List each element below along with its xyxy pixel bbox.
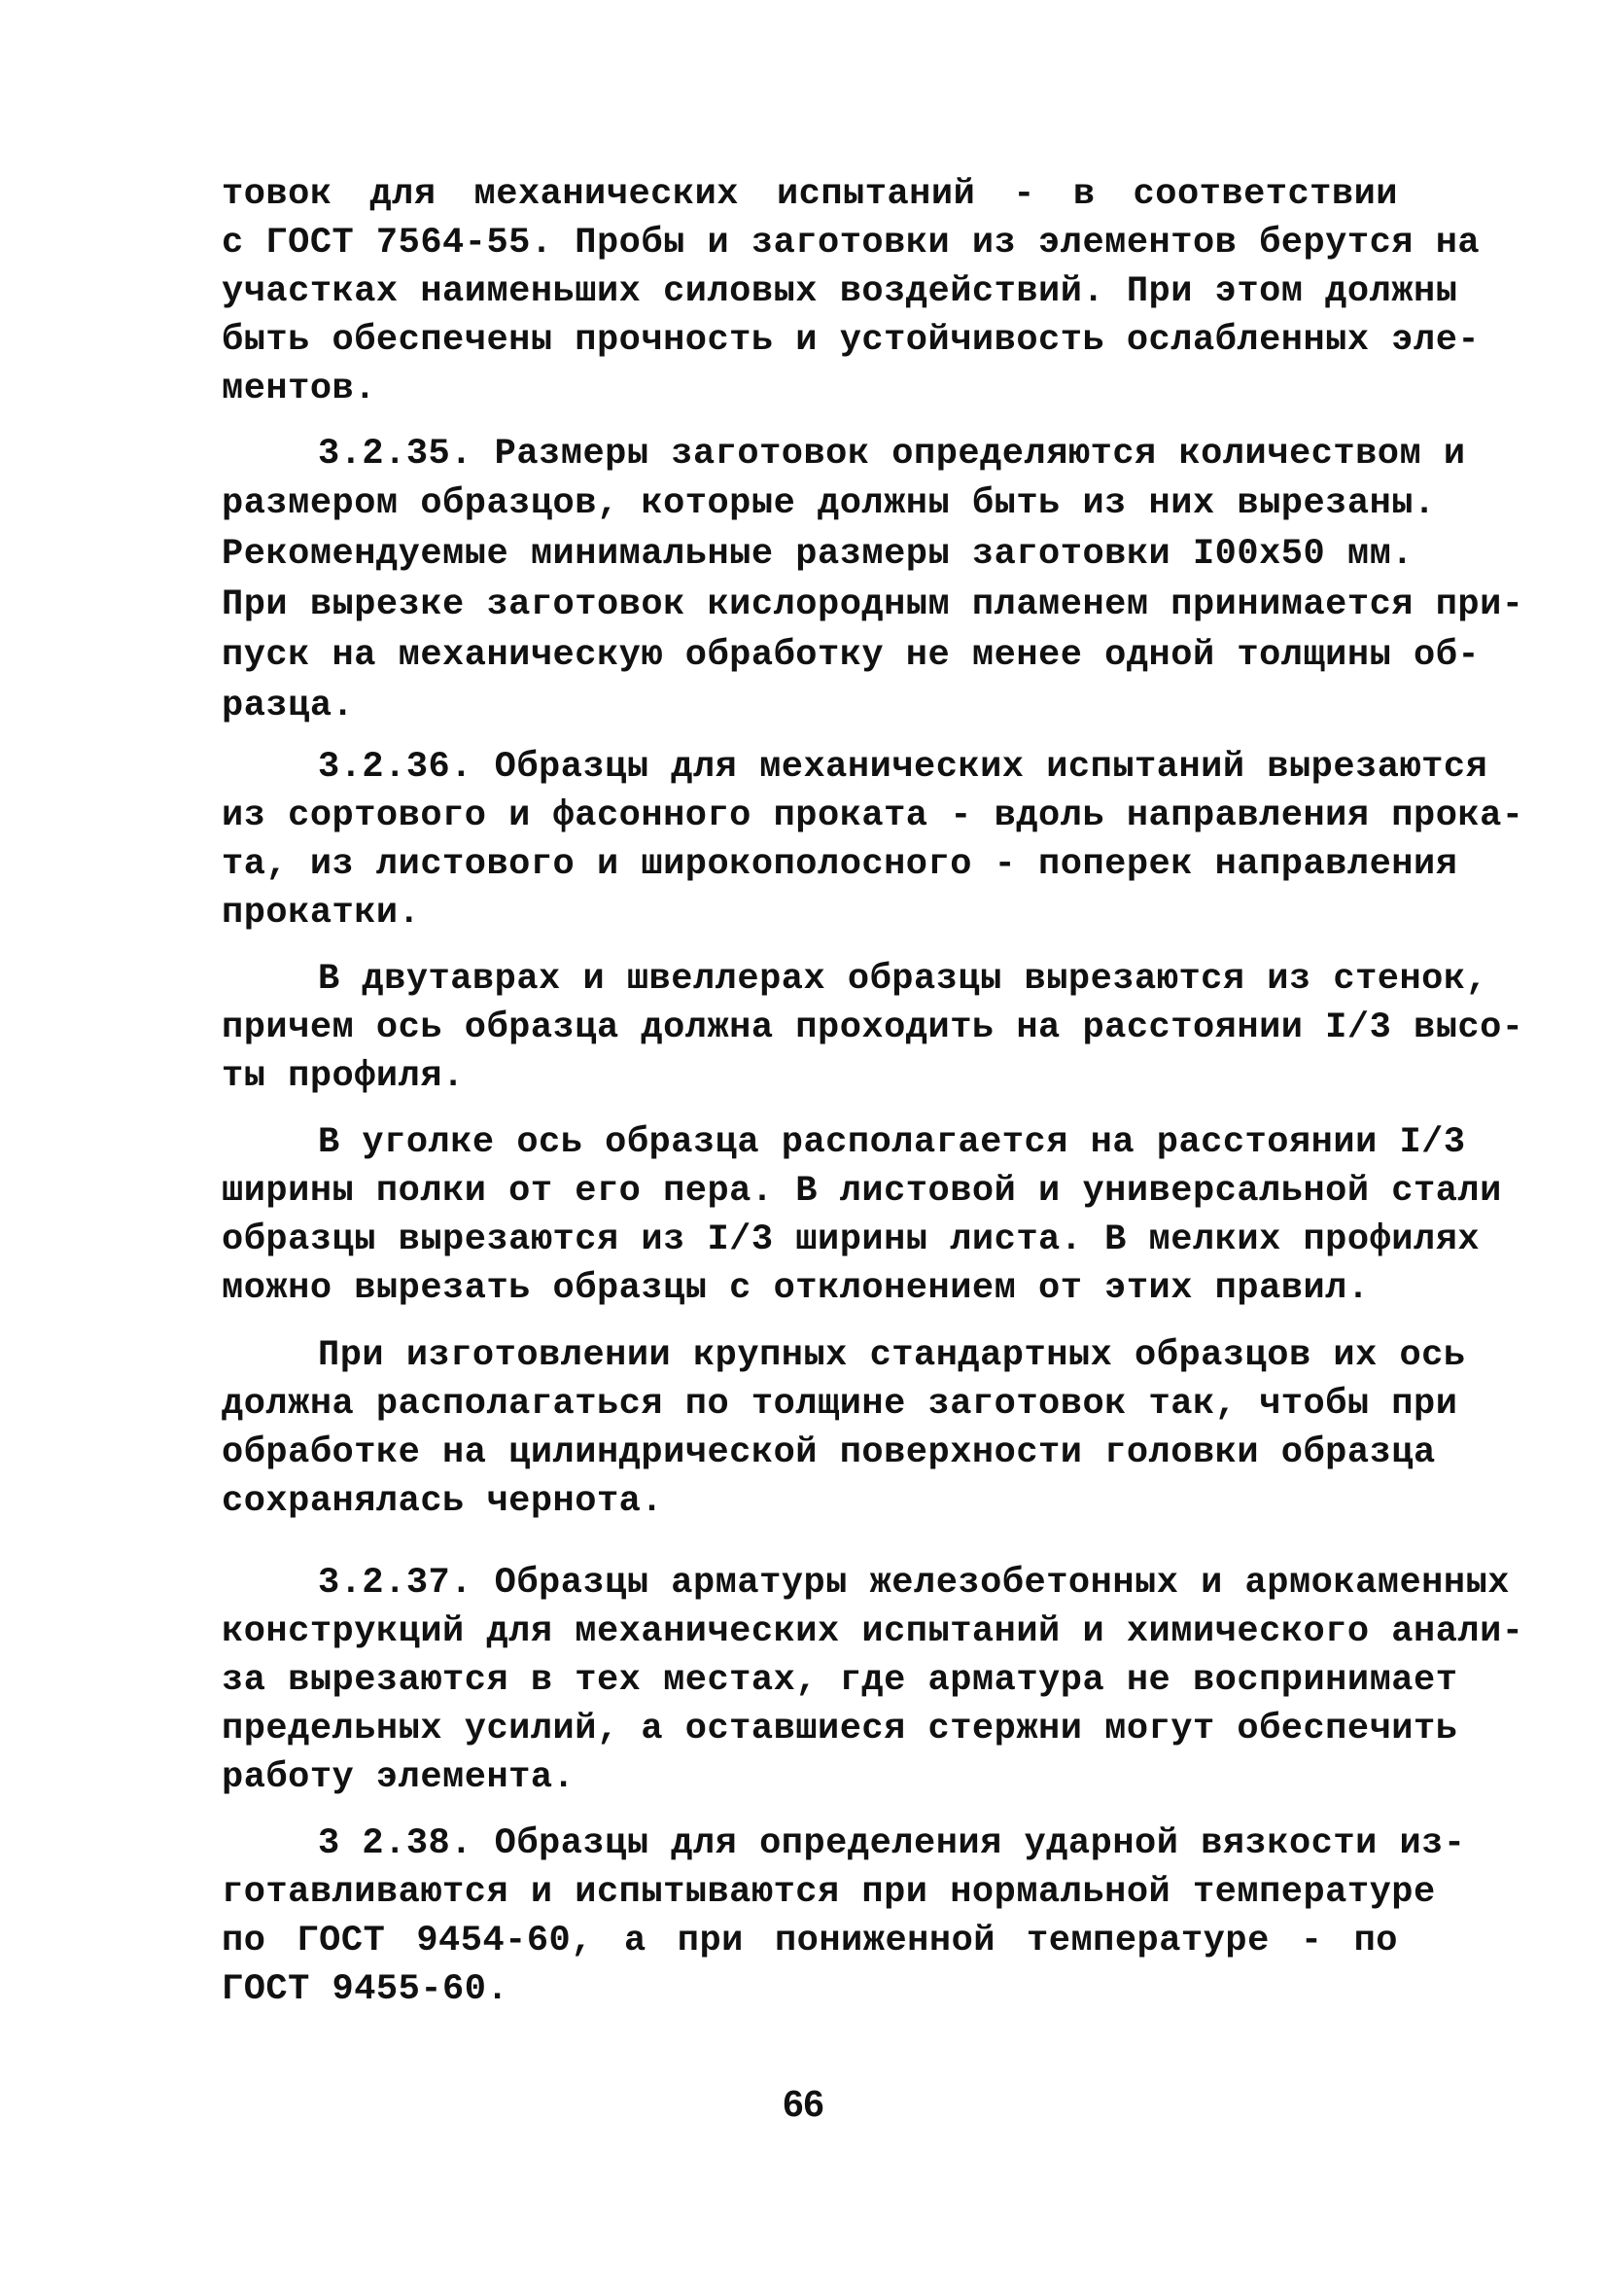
text-line: с ГОСТ 7564-55. Пробы и заготовки из элементов берутся на bbox=[222, 223, 1481, 264]
text-line: быть обеспечены прочность и устойчивость ослабленных эле- bbox=[222, 320, 1481, 361]
text-line: разца. bbox=[222, 686, 355, 726]
text-line: товок для механических испытаний - в соответствии bbox=[222, 174, 1398, 215]
text-line: 3.2.35. Размеры заготовок определяются количеством и bbox=[318, 434, 1466, 475]
text-line: образцы вырезаются из I/3 ширины листа. В мелких профилях bbox=[222, 1219, 1481, 1260]
text-line: из сортового и фасонного проката - вдоль направления прока- bbox=[222, 795, 1524, 836]
text-line: ты профиля. bbox=[222, 1056, 465, 1097]
text-line: 3.2.36. Образцы для механических испытаний вырезаются bbox=[318, 747, 1488, 788]
text-line: сохранялась чернота. bbox=[222, 1481, 664, 1522]
text-line: предельных усилий, а оставшиеся стержни могут обеспечить bbox=[222, 1709, 1458, 1749]
text-line: 3.2.37. Образцы арматуры железобетонных и армокаменных bbox=[318, 1563, 1510, 1604]
text-line: ГОСТ 9455-60. bbox=[222, 1969, 509, 2010]
text-line: работу элемента. bbox=[222, 1757, 576, 1798]
text-line: обработке на цилиндрической поверхности головки образца bbox=[222, 1432, 1436, 1473]
text-line: прокатки. bbox=[222, 893, 421, 934]
text-line: должна располагаться по толщине заготовок так, чтобы при bbox=[222, 1384, 1458, 1425]
text-line: ширины полки от его пера. В листовой и универсальной стали bbox=[222, 1171, 1502, 1212]
text-line: причем ось образца должна проходить на расстоянии I/3 высо- bbox=[222, 1007, 1524, 1048]
page-number: 66 bbox=[783, 2084, 824, 2125]
text-line: по ГОСТ 9454-60, а при пониженной температуре - по bbox=[222, 1921, 1398, 1961]
text-line: участках наименьших силовых воздействий. При этом должны bbox=[222, 271, 1458, 312]
text-line: В двутаврах и швеллерах образцы вырезаются из стенок, bbox=[318, 959, 1488, 1000]
text-line: ментов. bbox=[222, 369, 376, 409]
text-line: размером образцов, которые должны быть из них вырезаны. bbox=[222, 483, 1436, 524]
text-line: готавливаются и испытываются при нормальной температуре bbox=[222, 1872, 1436, 1913]
text-line: за вырезаются в тех местах, где арматура не воспринимает bbox=[222, 1660, 1458, 1701]
text-line: 3 2.38. Образцы для определения ударной вязкости из- bbox=[318, 1823, 1466, 1864]
text-line: можно вырезать образцы с отклонением от этих правил. bbox=[222, 1268, 1370, 1309]
text-line: конструкций для механических испытаний и химического анали- bbox=[222, 1611, 1524, 1652]
text-line: При изготовлении крупных стандартных образцов их ось bbox=[318, 1335, 1466, 1376]
text-line: Рекомендуемые минимальные размеры заготовки I00x50 мм. bbox=[222, 534, 1414, 575]
text-line: В уголке ось образца располагается на расстоянии I/3 bbox=[318, 1122, 1466, 1163]
text-line: пуск на механическую обработку не менее одной толщины об- bbox=[222, 635, 1481, 676]
text-line: та, из листового и широкополосного - поперек направления bbox=[222, 844, 1458, 885]
text-line: При вырезке заготовок кислородным пламенем принимается при- bbox=[222, 584, 1524, 625]
